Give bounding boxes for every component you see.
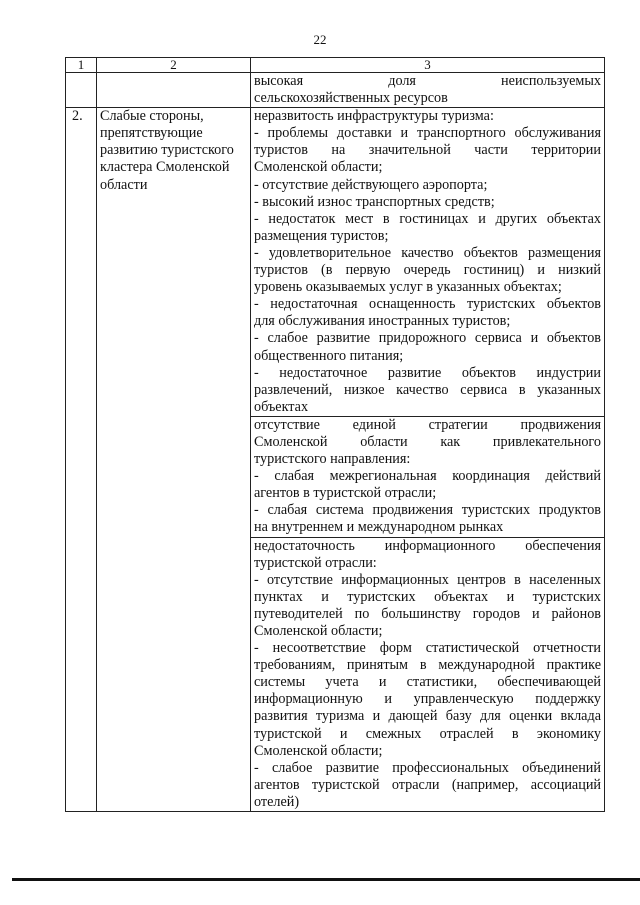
text-line: отсутствие единой стратегии продвижения <box>254 416 601 433</box>
column-header-1: 1 <box>66 58 97 73</box>
continued-row-text <box>251 73 605 108</box>
continued-row-title <box>97 73 251 108</box>
text-line: - высокий износ транспортных средств; <box>254 193 495 210</box>
text-line: развлечений, низкое качество сервиса в указанных <box>254 381 601 398</box>
text-line: - удовлетворительное качество объектов размещения <box>254 244 601 261</box>
weaknesses-row-part-1 <box>66 108 605 417</box>
page-bottom-rule <box>12 878 640 881</box>
text-line: агентов в туристской отрасли; <box>254 485 437 502</box>
infrastructure-cell <box>251 108 605 417</box>
text-line: размещения туристов; <box>254 227 389 244</box>
information-cell <box>251 537 605 812</box>
text-line: - отсутствие действующего аэропорта; <box>254 176 488 193</box>
text-line: - проблемы доставки и транспортного обслуживания <box>254 125 601 142</box>
text-line: - недостаточная оснащенность туристских объектов <box>254 296 601 313</box>
swot-table <box>65 57 605 812</box>
text-line: неразвитость инфраструктуры туризма: <box>254 108 494 125</box>
text-line: агентов туристской отрасли (например, ассоциаций <box>254 776 601 793</box>
page-number: 22 <box>313 32 327 47</box>
text-line: системы учета и статистики, обеспечивающей <box>254 674 601 691</box>
title-line: развитию туристского <box>100 142 234 159</box>
text-line: пунктах и туристских объектах и туристских <box>254 588 601 605</box>
text-line: - слабая система продвижения туристских продуктов <box>254 502 601 519</box>
column-header-2: 2 <box>97 58 251 73</box>
text-line: - отсутствие информационных центров в населенных <box>254 571 601 588</box>
text-line: Смоленской области; <box>254 159 383 176</box>
text-line: на внутреннем и международном рынках <box>254 519 504 536</box>
text-line: туристов (в первую очередь гостиниц) и низкий <box>254 262 601 279</box>
text-line: туристского направления: <box>254 451 411 468</box>
text-line: общественного питания; <box>254 347 404 364</box>
text-line: Смоленской области; <box>254 742 383 759</box>
text-line: - недостаток мест в гостиницах и других объектах <box>254 210 601 227</box>
text-line: требованиям, принятым в международной практике <box>254 657 601 674</box>
row-number: 2. <box>66 108 97 812</box>
text-line: Смоленской области как привлекательного <box>254 433 601 450</box>
title-line: области <box>100 176 148 193</box>
text-line: недостаточность информационного обеспечения <box>254 537 601 554</box>
text-line: туристской и смежных отраслей в экономику <box>254 725 601 742</box>
continued-row <box>66 73 605 108</box>
text-line: информационную и управленческую поддержку <box>254 691 601 708</box>
promotion-cell <box>251 416 605 537</box>
text-line: высокая доля неиспользуемых <box>254 73 601 89</box>
title-line: кластера Смоленской <box>100 159 230 176</box>
text-line: - слабое развитие придорожного сервиса и объектов <box>254 330 601 347</box>
column-header-3: 3 <box>251 58 605 73</box>
text-line: туристов на значительной части территории <box>254 142 601 159</box>
text-line: развития туризма и дающей базу для оценки вклада <box>254 708 601 725</box>
text-line: сельскохозяйственных ресурсов <box>254 90 448 107</box>
continued-row-number <box>66 73 97 108</box>
row-title <box>97 108 251 812</box>
text-line: Смоленской области; <box>254 623 383 639</box>
text-line: туристской отрасли: <box>254 554 377 571</box>
text-line: для обслуживания иностранных туристов; <box>254 313 511 330</box>
text-line: - слабое развитие профессиональных объединений <box>254 759 601 776</box>
text-line: уровень оказываемых услуг в указанных объектах; <box>254 279 562 296</box>
table-header-row <box>66 58 605 73</box>
text-line: путеводителей по большинству городов и районов <box>254 605 601 622</box>
text-line: отелей) <box>254 793 300 810</box>
title-line: препятствующие <box>100 125 203 142</box>
title-line: Слабые стороны, <box>100 108 204 125</box>
text-line: - недостаточное развитие объектов индустрии <box>254 364 601 381</box>
text-line: объектах <box>254 398 309 415</box>
text-line: - несоответствие форм статистической отчетности <box>254 640 601 657</box>
text-line: - слабая межрегиональная координация действий <box>254 468 601 485</box>
